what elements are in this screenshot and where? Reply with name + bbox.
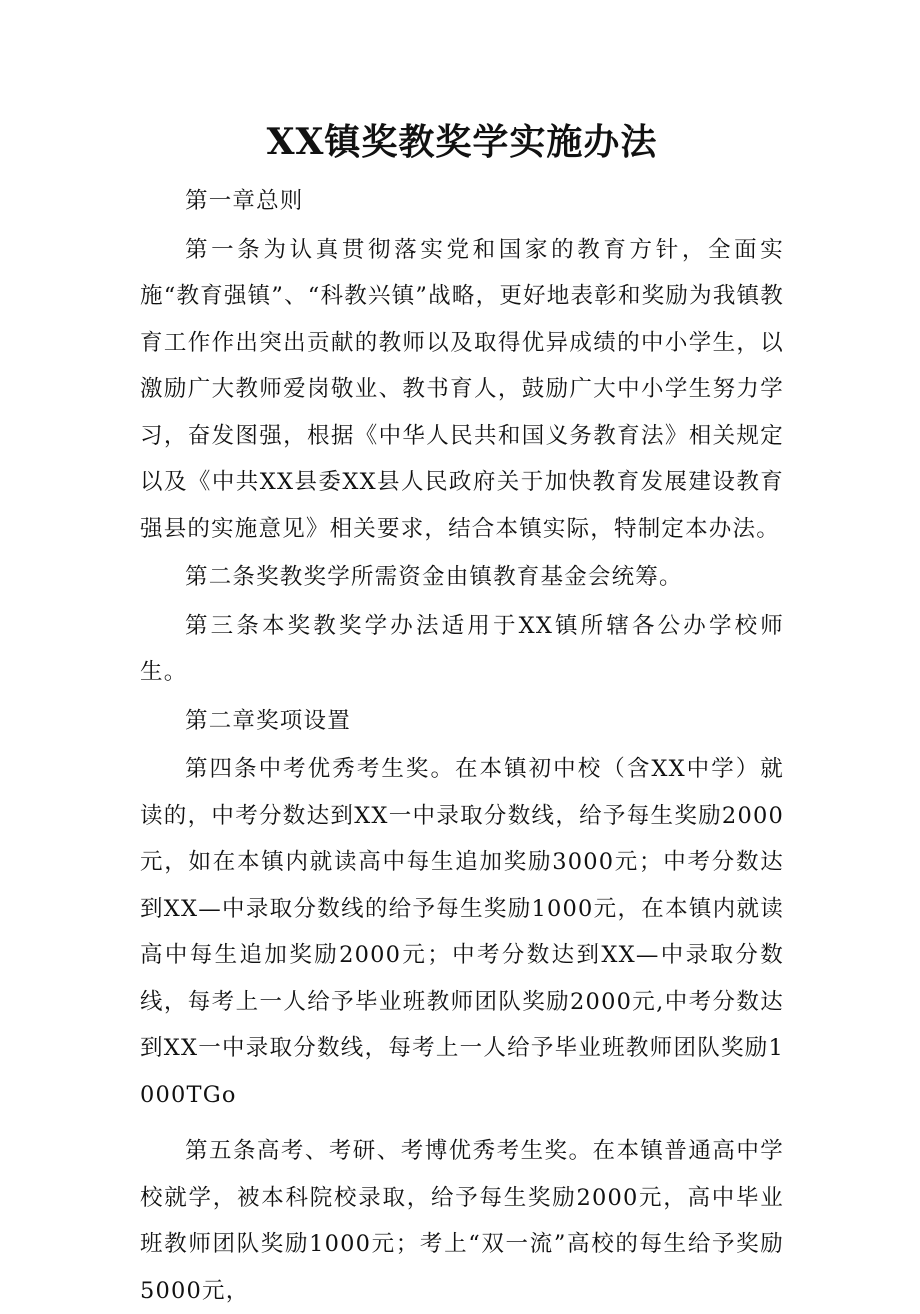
article-2: 第二条奖教奖学所需资金由镇教育基金会统筹。 (185, 564, 683, 590)
document-title: XX镇奖教奖学实施办法 (266, 121, 658, 163)
chapter-2-heading: 第二章奖项设置 (185, 707, 351, 734)
article-3: 第三条本奖教奖学办法适用于XX镇所辖各公办学校师生。 (140, 612, 784, 685)
article-1: 第一条为认真贯彻落实党和国家的教育方针，全面实施“教育强镇”、“科教兴镇”战略，更好地表彰和奖励为我镇教育工作作出突出贡献的教师以及取得优异成绩的中小学生，以激励广大教师爱岗敬业、教书育人，鼓励广大中小学生努力学习，奋发图强，根据《中华人民共和国义务教育法》相关规定以及《中共XX县委XX县人民政府关于加快教育发展建设教育强县的实施意见》相关要求，结合本镇实际，特制定本办法。 (140, 236, 784, 542)
article-5: 第五条高考、考研、考博优秀考生奖。在本镇普通高中学校就学，被本科院校录取，给予每生奖励2000元，高中毕业班教师团队奖励1000元；考上“双一流”高校的每生给予奖励5000元， (140, 1138, 784, 1304)
chapter-1-heading: 第一章总则 (185, 188, 304, 214)
article-4: 第四条中考优秀考生奖。在本镇初中校（含XX中学）就读的，中考分数达到XX一中录取分数线，给予每生奖励2000元，如在本镇内就读高中每生追加奖励3000元；中考分数达到XX—中录取分数线的给予每生奖励1000元，在本镇内就读高中每生追加奖励2000元；中考分数达到XX—中录取分数线，每考上一人给予毕业班教师团队奖励2000元,中考分数达到XX一中录取分数线，每考上一人给予毕业班教师团队奖励1000TGo (140, 756, 784, 1108)
